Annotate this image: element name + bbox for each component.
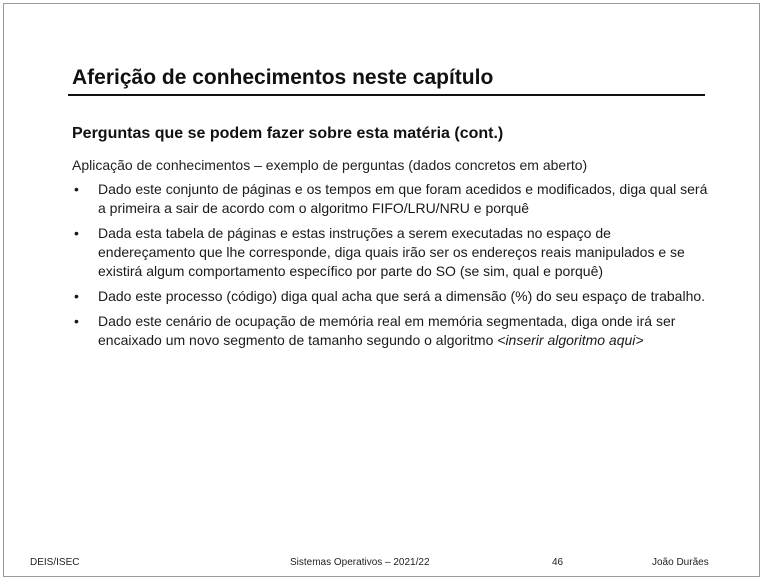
bullet-list — [72, 180, 708, 356]
bullet-item — [72, 224, 708, 281]
bullet-marker: • — [74, 288, 79, 304]
intro-text: Aplicação de conhecimentos – exemplo de perguntas (dados concretos em aberto) — [72, 157, 588, 173]
slide-subtitle: Perguntas que se podem fazer sobre esta matéria (cont.) — [72, 125, 504, 142]
bullet-item — [72, 312, 708, 350]
title-underline — [68, 94, 705, 96]
footer-author: João Durães — [652, 557, 709, 568]
footer-course: Sistemas Operativos – 2021/22 — [290, 557, 430, 568]
footer-page-number: 46 — [552, 557, 564, 568]
bullet-item — [72, 287, 708, 306]
bullet-text: Dado este cenário de ocupação de memória real em memória segmentada, diga onde irá ser encaixado um novo segmento de tamanho segundo o algoritmo — [98, 313, 676, 348]
bullet-text: Dado este conjunto de páginas e os tempos em que foram acedidos e modificados, diga qual será a primeira a sair de acordo com o algoritmo FIFO/LRU/NRU e porquê — [98, 181, 708, 216]
bullet-marker: • — [74, 181, 79, 197]
slide-title: Aferição de conhecimentos neste capítulo — [72, 66, 494, 89]
footer-institution: DEIS/ISEC — [30, 557, 80, 568]
bullet-text: Dada esta tabela de páginas e estas instruções a serem executadas no espaço de endereçamento que lhe corresponde, diga quais irão ser os endereços reais manipulados e se existirá algum comportamento específico por parte do SO (se sim, qual e porquê) — [98, 225, 685, 279]
bullet-marker: • — [74, 225, 79, 241]
bullet-item — [72, 180, 708, 218]
bullet-italic-placeholder: <inserir algoritmo aqui> — [497, 332, 644, 348]
bullet-marker: • — [74, 313, 79, 329]
bullet-text: Dado este processo (código) diga qual acha que será a dimensão (%) do seu espaço de trabalho. — [98, 288, 706, 304]
